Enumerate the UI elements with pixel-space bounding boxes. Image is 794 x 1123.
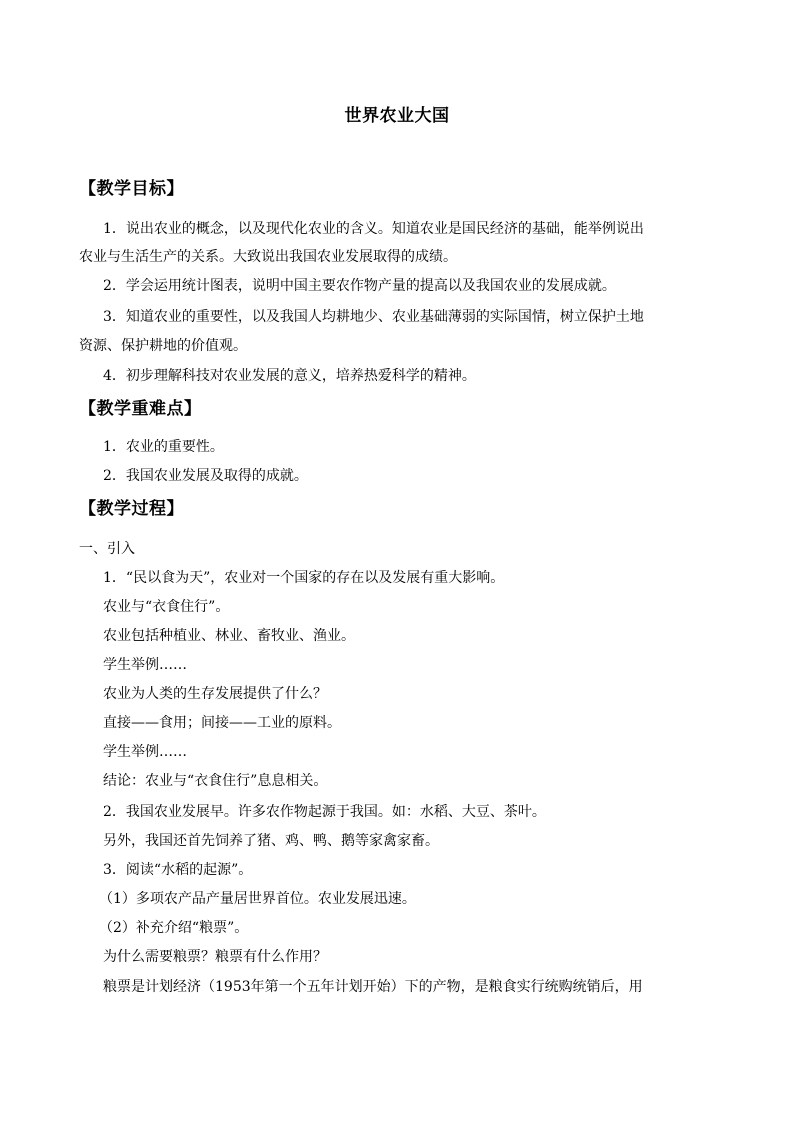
objective-line-2: 2．学会运用统计图表，说明中国主要农作物产量的提高以及我国农业的发展成就。	[103, 278, 616, 294]
objective-line-1-cont: 农业与生活生产的关系。大致说出我国农业发展取得的成绩。	[79, 249, 457, 265]
process-line: 另外，我国还首先饲养了猪、鸡、鸭、鹅等家禽家畜。	[103, 833, 439, 849]
process-line: 农业与“衣食住行”。	[103, 599, 230, 615]
process-line: 粮票是计划经济（1953年第一个五年计划开始）下的产物，是粮食实行统购统销后，用	[103, 979, 643, 995]
process-line: （1）多项农产品产量居世界首位。农业发展迅速。	[99, 891, 416, 907]
process-subheading: 一、引入	[79, 541, 135, 557]
objective-line-3-cont: 资源、保护耕地的价值观。	[79, 338, 247, 354]
key-point-line-1: 1．农业的重要性。	[103, 439, 224, 455]
document-title: 世界农业大国	[344, 106, 450, 126]
process-line: 结论：农业与“衣食住行”息息相关。	[103, 773, 328, 789]
process-line: 农业为人类的生存发展提供了什么？	[103, 686, 327, 702]
section-heading-key-points: 【教学重难点】	[79, 399, 202, 419]
process-line: 直接——食用；间接——工业的原料。	[103, 715, 341, 731]
process-line: 学生举例……	[103, 657, 187, 673]
objective-line-1: 1．说出农业的概念，以及现代化农业的含义。知道农业是国民经济的基础，能举例说出	[103, 221, 644, 237]
process-line: 1．“民以食为天”，农业对一个国家的存在以及发展有重大影响。	[103, 570, 505, 586]
objective-line-4: 4．初步理解科技对农业发展的意义，培养热爱科学的精神。	[103, 368, 476, 384]
process-line: 农业包括种植业、林业、畜牧业、渔业。	[103, 628, 355, 644]
process-line: 2．我国农业发展早。许多农作物起源于我国。如：水稻、大豆、茶叶。	[103, 804, 546, 820]
process-line: 为什么需要粮票？粮票有什么作用？	[103, 949, 327, 965]
key-point-line-2: 2．我国农业发展及取得的成就。	[103, 468, 308, 484]
section-heading-objectives: 【教学目标】	[79, 179, 184, 199]
process-line: 3．阅读“水稻的起源”。	[103, 862, 253, 878]
objective-line-3: 3．知道农业的重要性，以及我国人均耕地少、农业基础薄弱的实际国情，树立保护土地	[103, 309, 644, 325]
process-line: 学生举例……	[103, 744, 187, 760]
section-heading-process: 【教学过程】	[79, 499, 184, 519]
process-line: （2）补充介绍“粮票”。	[99, 920, 249, 936]
